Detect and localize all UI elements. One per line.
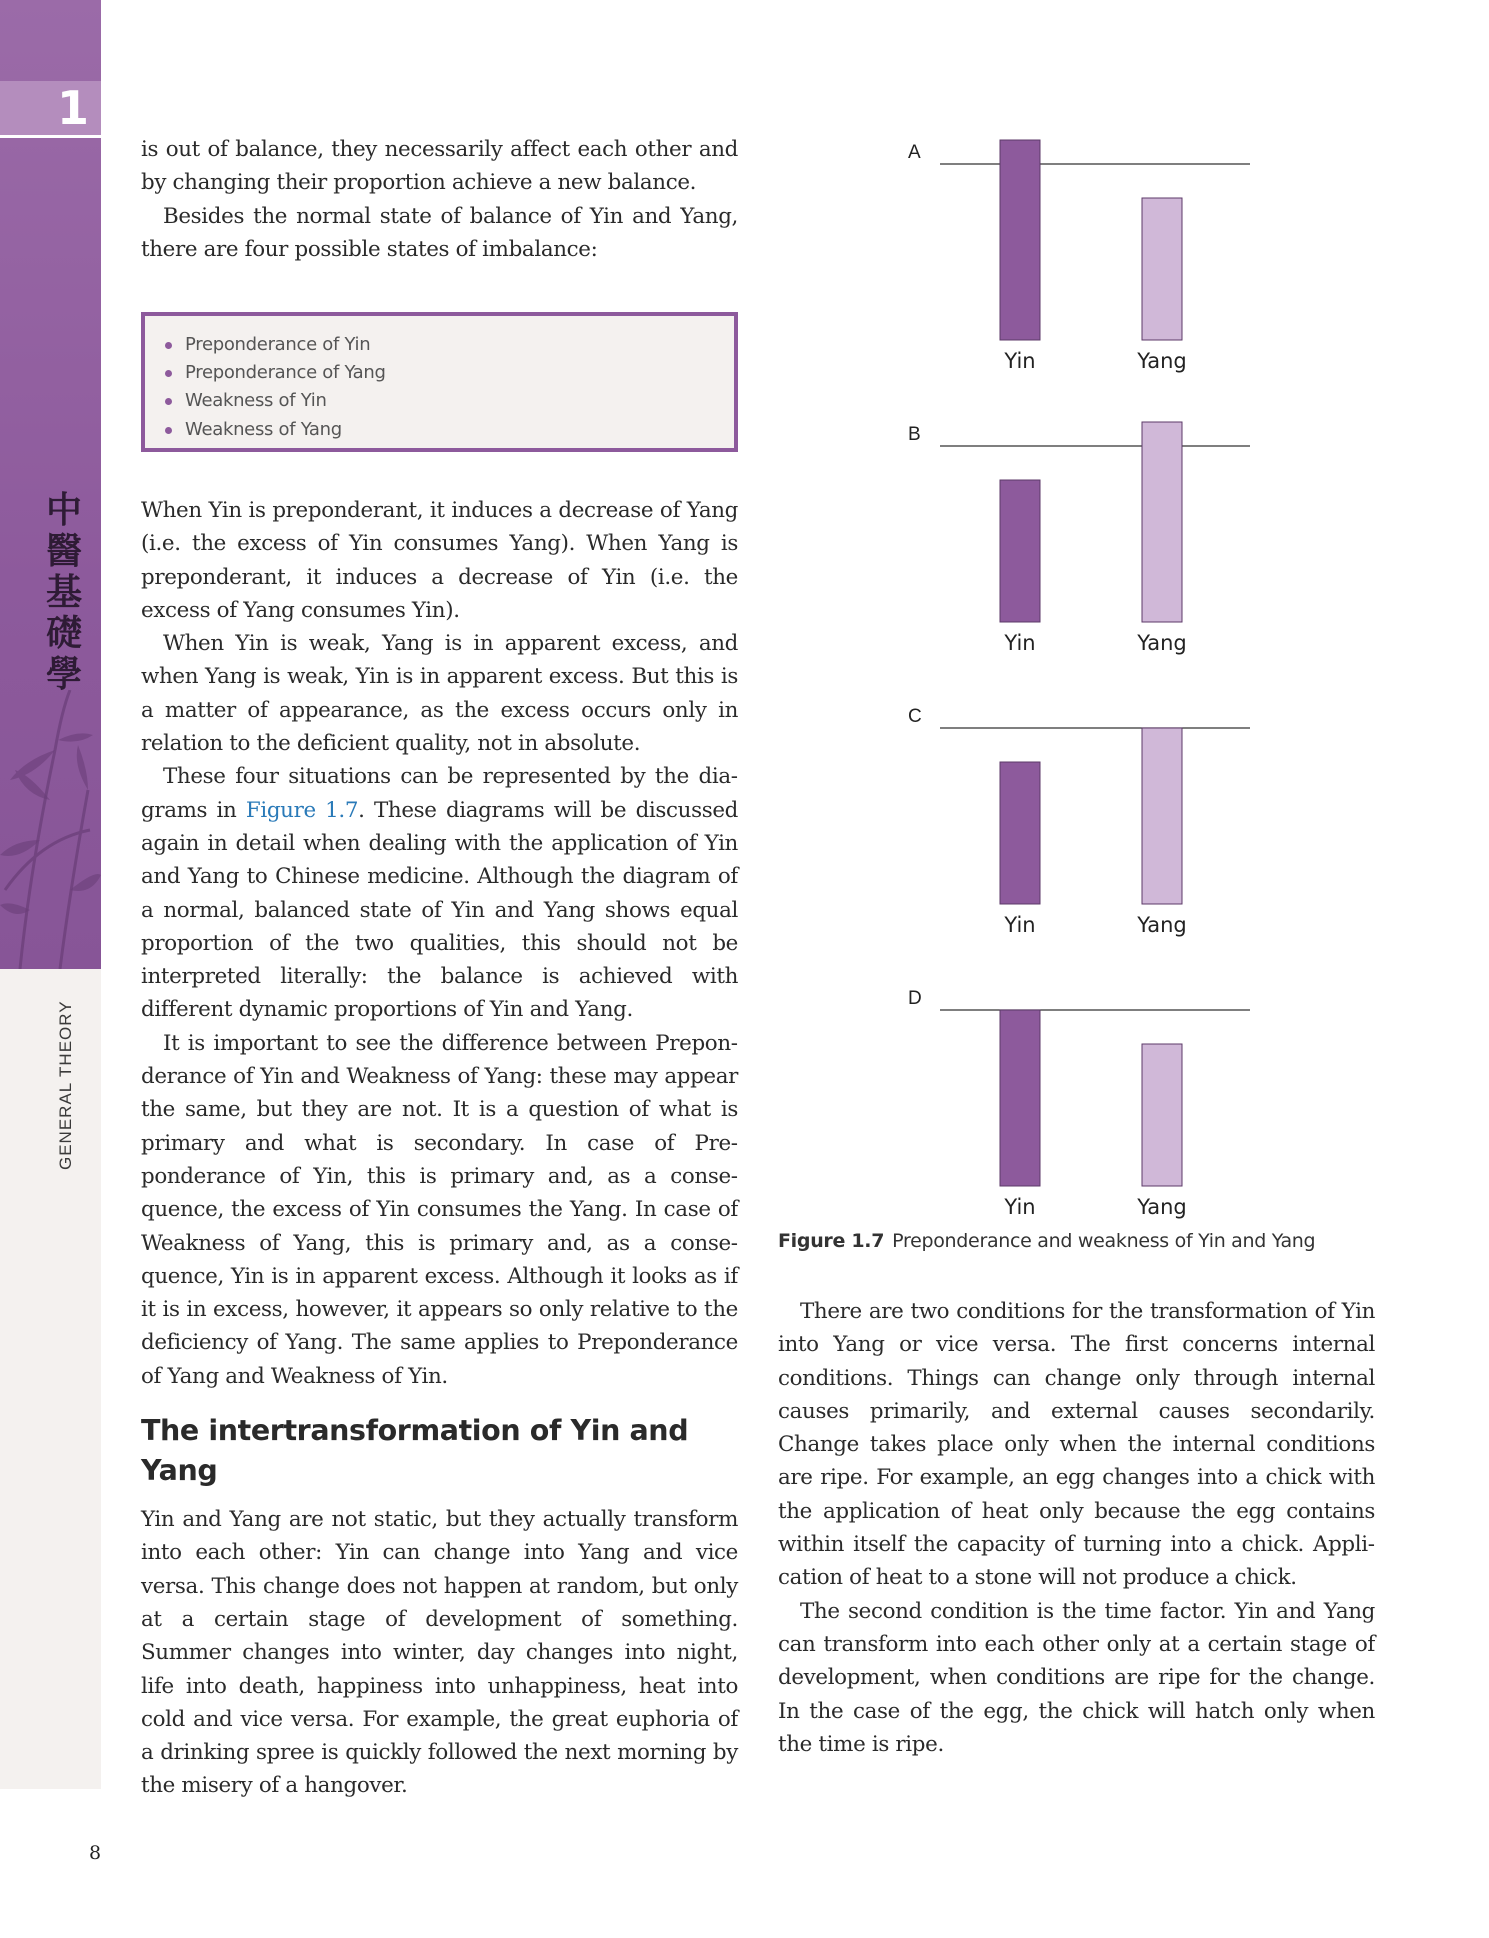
chapter-number: 1 bbox=[0, 81, 101, 135]
body-paragraph: There are two conditions for the transformation of Yin into Yang or vice versa. The first concerns internal conditions. Things can change only through internal causes primarily, and external causes secondarily. Change takes place only when the internal conditions are ripe. For example, an egg changes into a chick with the application of heat only because the egg contains within itself the capacity of turning into a chick. Application of heat to a stone will not produce a chick. bbox=[778, 1299, 1375, 1591]
yin-bar bbox=[1000, 140, 1040, 340]
left-column-body bbox=[141, 494, 738, 1803]
bar-label: Yang bbox=[1137, 913, 1187, 937]
bar-label: Yang bbox=[1137, 631, 1187, 655]
bar-label: Yin bbox=[1004, 631, 1036, 655]
body-paragraph: Yin and Yang are not static, but they actually transform into each other: Yin can change into Yang and vice versa. This change does not happen at random, but only at a certain stage of development of something. Summer changes into winter, day changes into night, life into death, happiness into unhappiness, heat into cold and vice versa. For example, the great euphoria of a drinking spree is quickly followed the next morning by the misery of a hangover. bbox=[141, 1507, 738, 1799]
panel-label: D bbox=[908, 988, 922, 1009]
sidebar-lower-panel bbox=[0, 969, 101, 1789]
yang-bar bbox=[1142, 422, 1182, 622]
yin-bar bbox=[1000, 1010, 1040, 1186]
list-item bbox=[161, 416, 734, 444]
figure-link[interactable]: Figure 1.7 bbox=[245, 797, 359, 823]
panel-label: C bbox=[908, 706, 922, 727]
body-paragraph: When Yin is preponderant, it induces a decrease of Yang (i.e. the excess of Yin consumes Yang). When Yang is preponderant, it induces a decrease of Yin (i.e. the excess of Yang consumes Yin). bbox=[141, 498, 738, 623]
bar-label: Yang bbox=[1137, 349, 1187, 373]
body-paragraph: When Yin is weak, Yang is in apparent excess, and when Yang is weak, Yin is in apparent excess. But this is a matter of appearance, as the excess occurs only in relation to the deficient quality, not in absolute. bbox=[141, 631, 738, 757]
section-label: GENERAL THEORY bbox=[56, 1000, 75, 1170]
imbalance-list bbox=[161, 331, 734, 444]
body-paragraph: It is important to see the difference between Preponderance of Yin and Weakness of Yang: these may appear the same, but they are not. It is a question of what is primary and what is secondary. In case of Preponderance of Yin, this is primary and, as a consequence, the excess of Yin consumes the Yang. In case of Weakness of Yang, this is primary and, as a consequence, Yin is in apparent excess. Although it looks as if it is in excess, however, it appears so only relative to the deficiency of Yang. The same applies to Preponderance of Yang and Weakness of Yin. bbox=[141, 1030, 738, 1389]
yang-bar bbox=[1142, 198, 1182, 340]
chinese-char: 學 bbox=[45, 653, 82, 695]
page-number: 8 bbox=[89, 1842, 102, 1864]
chapter-divider bbox=[0, 135, 101, 138]
yang-bar bbox=[1142, 1044, 1182, 1186]
yang-bar bbox=[1142, 728, 1182, 904]
figure-caption-text: Preponderance and weakness of Yin and Yang bbox=[892, 1230, 1316, 1252]
body-paragraph bbox=[141, 760, 738, 1026]
chinese-char: 礎 bbox=[45, 612, 82, 654]
chinese-title bbox=[44, 490, 84, 695]
chinese-char: 中 bbox=[45, 489, 82, 531]
list-item bbox=[161, 359, 734, 387]
list-item-label: Preponderance of Yin bbox=[185, 334, 371, 355]
right-column-body bbox=[778, 1295, 1375, 1761]
chinese-char: 基 bbox=[45, 571, 82, 613]
yin-yang-figure bbox=[860, 120, 1360, 1230]
figure-caption-label: Figure 1.7 bbox=[778, 1230, 885, 1252]
paragraph-text: These four situations can be represented by the diagrams in bbox=[141, 764, 738, 823]
panel-label: B bbox=[908, 424, 921, 445]
bamboo-illustration bbox=[0, 690, 101, 969]
imbalance-list-box bbox=[141, 312, 738, 452]
list-item bbox=[161, 387, 734, 415]
intro-paragraph: is out of balance, they necessarily affect each other and by changing their proportion achieve a new balance. bbox=[141, 137, 738, 196]
list-item bbox=[161, 331, 734, 359]
bar-label: Yin bbox=[1004, 913, 1036, 937]
list-item-label: Weakness of Yin bbox=[185, 390, 327, 412]
list-item-label: Weakness of Yang bbox=[185, 418, 342, 440]
body-paragraph: The second condition is the time factor. Yin and Yang can transform into each other only at a certain stage of development, when conditions are ripe for the change. In the case of the egg, the chick will hatch only when the time is ripe. bbox=[778, 1598, 1375, 1757]
bullet-icon bbox=[165, 398, 172, 405]
yin-bar bbox=[1000, 480, 1040, 622]
list-item-label: Preponderance of Yang bbox=[185, 362, 386, 384]
bar-label: Yang bbox=[1137, 1195, 1187, 1219]
intro-paragraph: Besides the normal state of balance of Yin and Yang, there are four possible states of imbalance: bbox=[141, 203, 738, 262]
chinese-char: 醫 bbox=[45, 530, 82, 572]
bar-label: Yin bbox=[1004, 349, 1036, 373]
bullet-icon bbox=[165, 370, 172, 377]
left-column-intro bbox=[141, 133, 738, 266]
section-heading: The intertransformation of Yin and Yang bbox=[141, 1414, 689, 1488]
figure-caption bbox=[778, 1230, 1398, 1252]
bar-label: Yin bbox=[1004, 1195, 1036, 1219]
panel-label: A bbox=[908, 142, 921, 163]
paragraph-text: . These diagrams will be discussed again in detail when dealing with the application of Yin and Yang to Chinese medicine. Although the diagram of a normal, balanced state of Yin and Yang shows equal proportion of the two qualities, this should not be interpreted literally: the balance is achieved with different dynamic proportions of Yin and Yang. bbox=[141, 797, 739, 1023]
bullet-icon bbox=[165, 342, 172, 349]
yin-bar bbox=[1000, 762, 1040, 904]
bullet-icon bbox=[165, 427, 172, 434]
